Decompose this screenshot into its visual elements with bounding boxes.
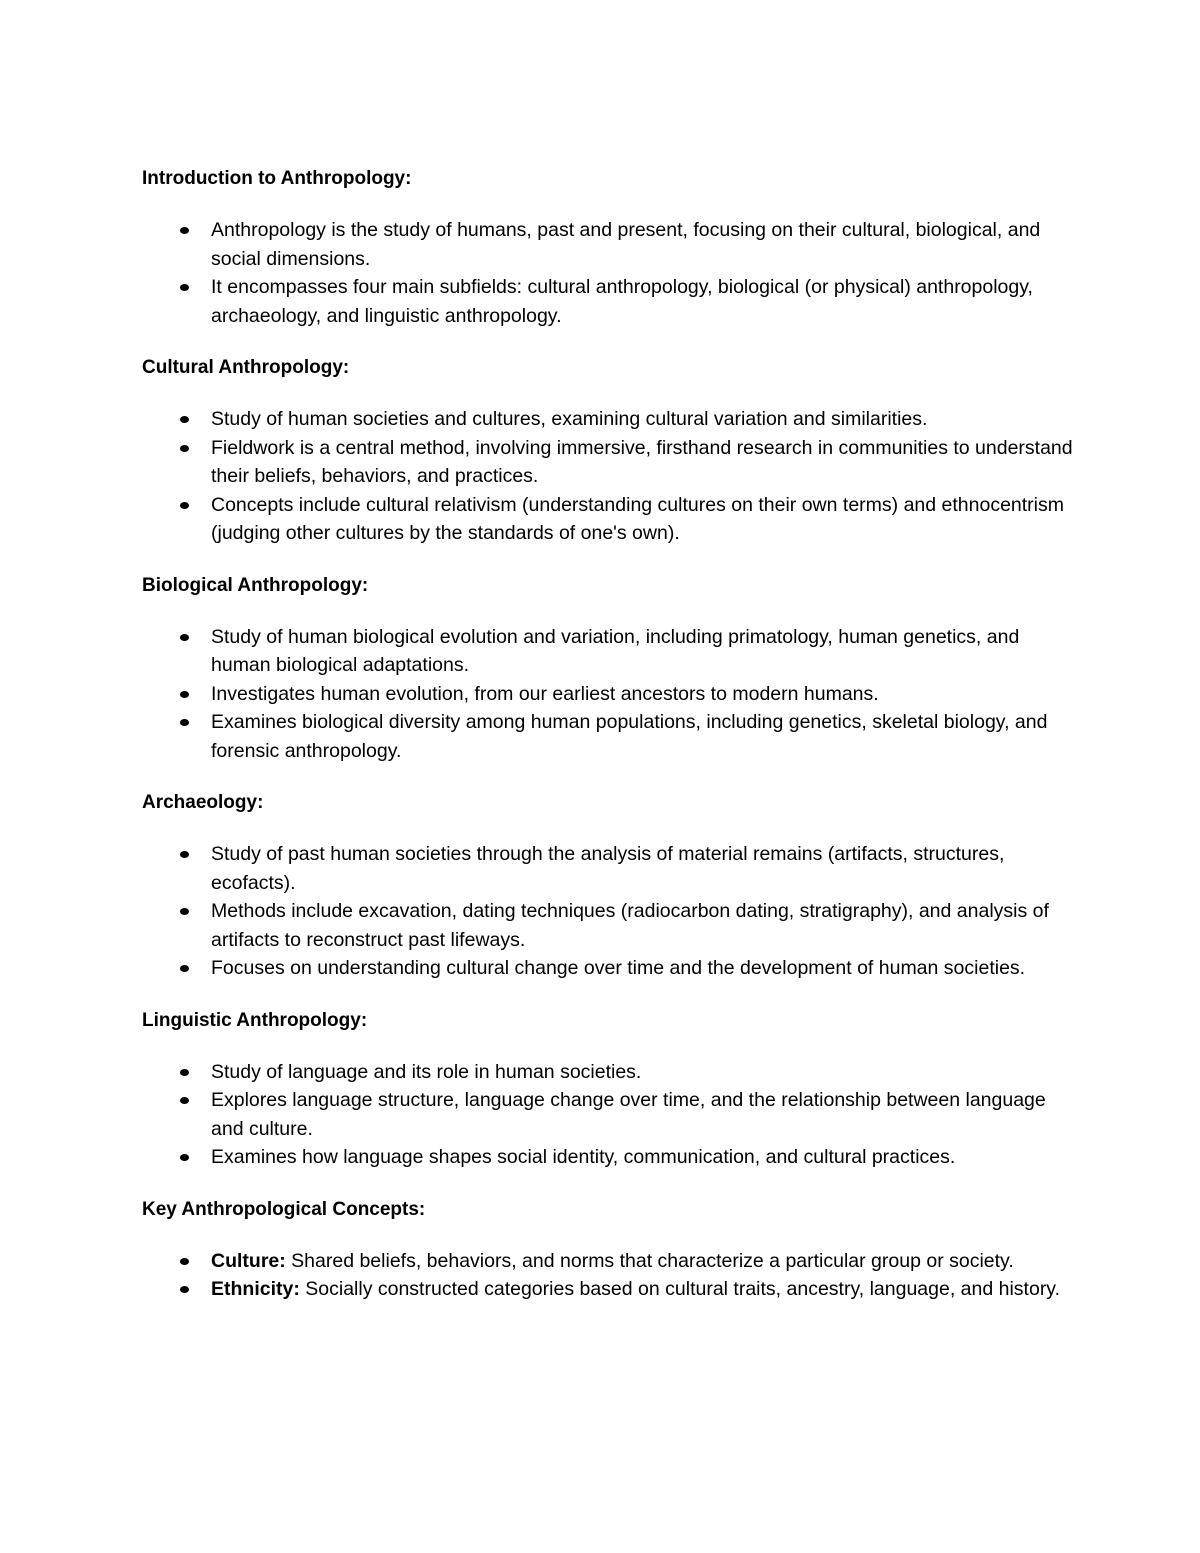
- section-heading: Biological Anthropology:: [142, 574, 369, 596]
- list-item: [142, 1247, 1082, 1276]
- list-item-text: Study of human societies and cultures, examining cultural variation and similarities.: [211, 408, 928, 430]
- list-item: [142, 405, 1082, 434]
- list-item: [142, 1058, 1082, 1087]
- section-cultural-anthropology: [142, 353, 1082, 548]
- list-item: [142, 840, 1082, 897]
- term-definition: Socially constructed categories based on cultural traits, ancestry, language, and history.: [299, 1278, 1061, 1300]
- bullet-icon: [180, 1286, 189, 1293]
- section-heading: Introduction to Anthropology:: [142, 168, 412, 189]
- term-definition: Shared beliefs, behaviors, and norms that characterize a particular group or society.: [285, 1249, 1014, 1272]
- list-item-text: Study of human biological evolution and variation, including primatology, human genetics, and human biological adaptations.: [211, 625, 1020, 676]
- bullet-list: [142, 1247, 1082, 1304]
- list-item-text: Fieldwork is a central method, involving immersive, firsthand research in communities to understand their beliefs, behaviors, and practices.: [211, 436, 1073, 487]
- list-item-text: Study of past human societies through the analysis of material remains (artifacts, structures, ecofacts).: [211, 843, 1005, 894]
- bullet-icon: [180, 1069, 189, 1076]
- list-item: [142, 1086, 1082, 1143]
- list-item-text: Investigates human evolution, from our earliest ancestors to modern humans.: [211, 682, 879, 705]
- bullet-icon: [180, 851, 189, 858]
- bullet-icon: [180, 445, 189, 452]
- bullet-icon: [180, 227, 189, 234]
- bullet-icon: [180, 1154, 189, 1161]
- list-item: [142, 680, 1082, 709]
- bullet-icon: [180, 691, 189, 698]
- section-linguistic-anthropology: [142, 1006, 1082, 1172]
- list-item: [142, 491, 1082, 548]
- bullet-icon: [180, 634, 189, 641]
- section-key-concepts: [142, 1195, 1082, 1304]
- section-biological-anthropology: [142, 571, 1082, 766]
- term-label: Ethnicity:: [211, 1278, 300, 1300]
- list-item-text: Focuses on understanding cultural change over time and the development of human societies.: [211, 957, 1026, 979]
- bullet-icon: [180, 502, 189, 509]
- list-item: [142, 897, 1082, 954]
- document-page: [142, 164, 1082, 1327]
- section-introduction: [142, 164, 1082, 330]
- bullet-icon: [180, 719, 189, 726]
- bullet-list: [142, 405, 1082, 548]
- section-heading: Archaeology:: [142, 792, 264, 813]
- list-item-text: Concepts include cultural relativism (understanding cultures on their own terms) and ethnocentrism (judging other cultures by the standards of one's own).: [211, 493, 1064, 544]
- list-item: [142, 1143, 1082, 1172]
- list-item: [142, 434, 1082, 491]
- section-heading: Linguistic Anthropology:: [142, 1009, 368, 1031]
- list-item-text: Study of language and its role in human societies.: [211, 1060, 642, 1083]
- list-item: [142, 623, 1082, 680]
- list-item: [142, 954, 1082, 983]
- bullet-list: [142, 623, 1082, 766]
- section-archaeology: [142, 788, 1082, 983]
- list-item: [142, 216, 1082, 273]
- list-item-text: Explores language structure, language change over time, and the relationship between language and culture.: [211, 1089, 1046, 1140]
- list-item-text: Examines biological diversity among human populations, including genetics, skeletal biology, and forensic anthropology.: [211, 711, 1048, 762]
- bullet-icon: [180, 416, 189, 423]
- bullet-icon: [180, 284, 189, 291]
- bullet-icon: [180, 1258, 189, 1265]
- list-item-text: It encompasses four main subfields: cultural anthropology, biological (or physical) anthropology, archaeology, and linguistic anthropology.: [211, 276, 1033, 327]
- list-item-text: Anthropology is the study of humans, past and present, focusing on their cultural, biological, and social dimensions.: [211, 219, 1041, 270]
- bullet-list: [142, 1058, 1082, 1172]
- list-item: [142, 1275, 1082, 1304]
- section-heading: Key Anthropological Concepts:: [142, 1198, 426, 1220]
- list-item: [142, 708, 1082, 765]
- list-item-text: Methods include excavation, dating techniques (radiocarbon dating, stratigraphy), and analysis of artifacts to reconstruct past lifeways.: [211, 900, 1049, 951]
- bullet-list: [142, 840, 1082, 983]
- bullet-list: [142, 216, 1082, 330]
- section-heading: Cultural Anthropology:: [142, 357, 350, 378]
- bullet-icon: [180, 965, 189, 972]
- bullet-icon: [180, 1097, 189, 1104]
- list-item-text: Examines how language shapes social identity, communication, and cultural practices.: [211, 1146, 956, 1168]
- bullet-icon: [180, 908, 189, 915]
- term-label: Culture:: [211, 1249, 286, 1272]
- list-item: [142, 273, 1082, 330]
